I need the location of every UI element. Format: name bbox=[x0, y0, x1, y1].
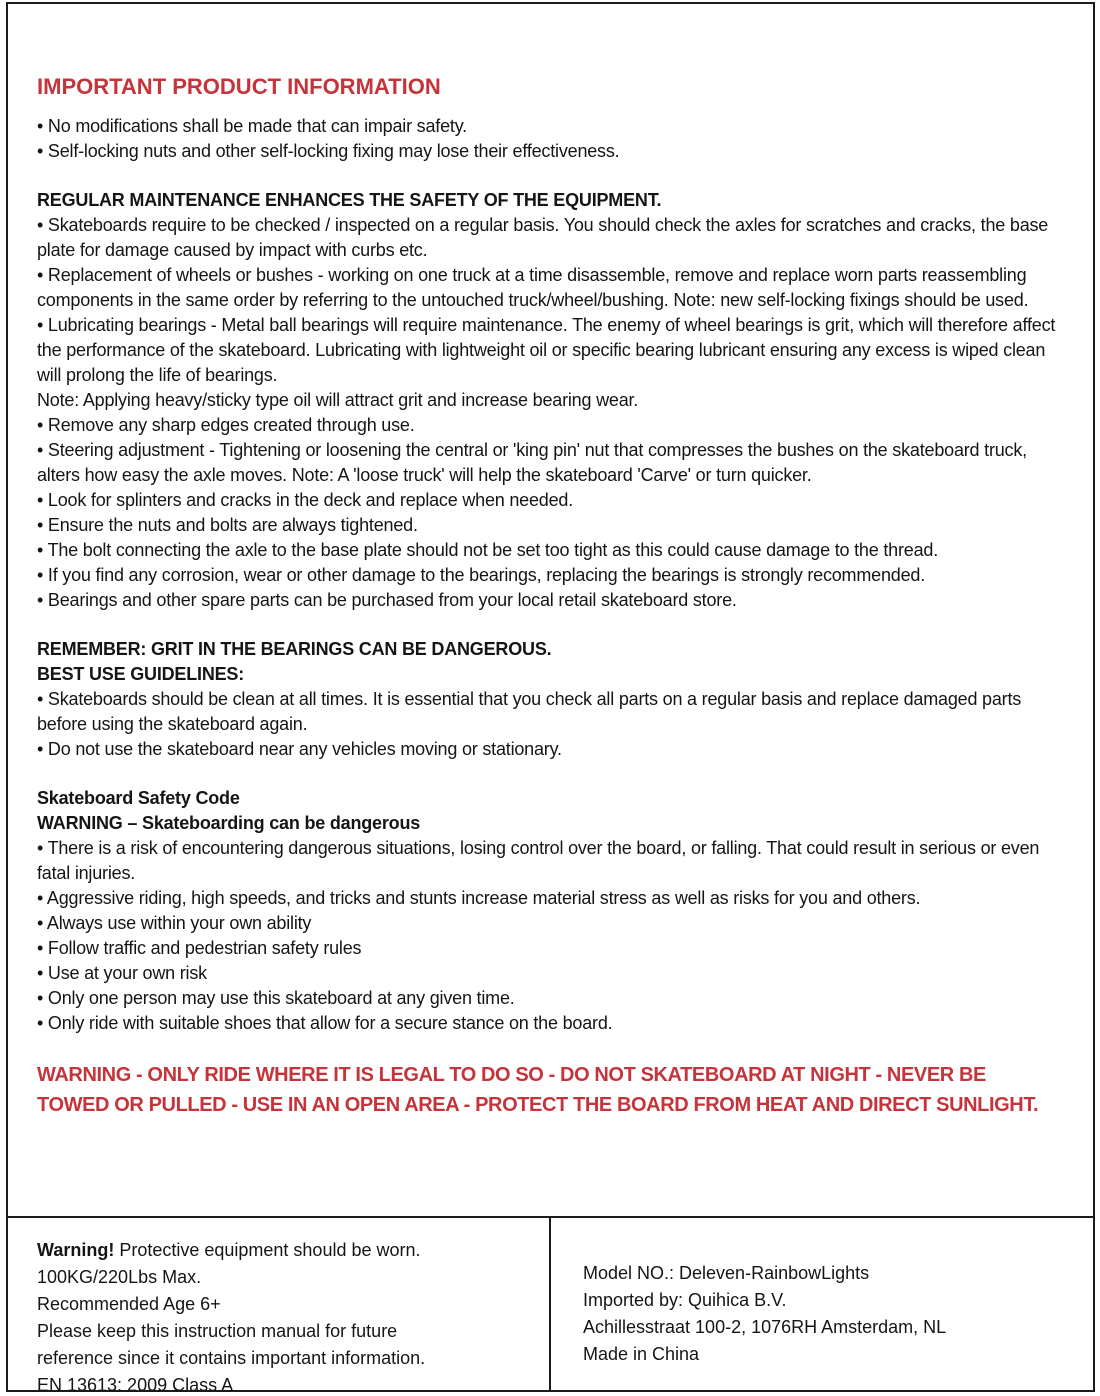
maintenance-heading: REGULAR MAINTENANCE ENHANCES THE SAFETY OF THE EQUIPMENT. bbox=[37, 190, 662, 210]
bullet-line: • Only one person may use this skateboard at any given time. bbox=[37, 988, 515, 1008]
safety-code-warning-heading: WARNING – Skateboarding can be dangerous bbox=[37, 813, 421, 833]
safety-code-heading: Skateboard Safety Code bbox=[37, 788, 240, 808]
main-heading: IMPORTANT PRODUCT INFORMATION bbox=[37, 74, 441, 99]
bullet-line: • There is a risk of encountering dangerous situations, losing control over the board, or falling. That could result in serious or even fatal injuries. bbox=[37, 838, 1040, 883]
bullet-line: • The bolt connecting the axle to the base plate should not be set too tight as this could cause damage to the thread. bbox=[37, 540, 938, 560]
best-use-bullet-list bbox=[37, 687, 1063, 762]
remember-heading: REMEMBER: GRIT IN THE BEARINGS CAN BE DANGEROUS. bbox=[37, 639, 552, 659]
bullet-line: • Follow traffic and pedestrian safety rules bbox=[37, 938, 362, 958]
footer-left-lines bbox=[37, 1264, 531, 1396]
footer-model-cell bbox=[551, 1218, 1093, 1390]
footer-line: Please keep this instruction manual for future bbox=[37, 1321, 398, 1341]
bullet-line: • Do not use the skateboard near any vehicles moving or stationary. bbox=[37, 739, 562, 759]
footer-line: reference since it contains important information. bbox=[37, 1348, 426, 1368]
bullet-line: • Bearings and other spare parts can be purchased from your local retail skateboard store. bbox=[37, 590, 737, 610]
footer-line: Made in China bbox=[583, 1344, 700, 1364]
bullet-line: • Steering adjustment - Tightening or loosening the central or 'king pin' nut that compresses the bushes on the skateboard truck, alters how easy the axle moves. Note: A 'loose truck' will help the skateboard 'Carve' or turn quicker. bbox=[37, 440, 1027, 485]
footer-line: EN 13613: 2009 Class A bbox=[37, 1375, 234, 1395]
safety-code-bullet-list bbox=[37, 836, 1063, 1036]
footer-warning-cell bbox=[8, 1218, 551, 1395]
page-border bbox=[6, 2, 1095, 1395]
bullet-line: • Only ride with suitable shoes that allow for a secure stance on the board. bbox=[37, 1013, 613, 1033]
bullet-line: • Skateboards should be clean at all times. It is essential that you check all parts on a regular basis and replace damaged parts before using the skateboard again. bbox=[37, 689, 1022, 734]
bullet-line: • Skateboards require to be checked / inspected on a regular basis. You should check the axles for scratches and cracks, the base plate for damage caused by impact with curbs etc. bbox=[37, 215, 1049, 260]
bullet-line: • Use at your own risk bbox=[37, 963, 207, 983]
footer-warning-text: Protective equipment should be worn. bbox=[114, 1240, 421, 1260]
maintenance-bullet-list bbox=[37, 213, 1063, 613]
bullet-line: • Lubricating bearings - Metal ball bearings will require maintenance. The enemy of wheel bearings is grit, which will therefore affect the performance of the skateboard. Lubricating with lightweight oil or specific bearing lubricant ensuring any excess is wiped clean will prolong the life of bearings. bbox=[37, 315, 1056, 385]
bullet-line: • If you find any corrosion, wear or other damage to the bearings, replacing the bearings is strongly recommended. bbox=[37, 565, 925, 585]
intro-bullet-list bbox=[37, 114, 1063, 164]
safety-code-section bbox=[37, 786, 1063, 1036]
bullet-line: • Remove any sharp edges created through use. bbox=[37, 415, 415, 435]
footer-line: Achillesstraat 100-2, 1076RH Amsterdam, NL bbox=[583, 1317, 947, 1337]
bullet-line: • Always use within your own ability bbox=[37, 913, 312, 933]
bullet-line: Note: Applying heavy/sticky type oil will attract grit and increase bearing wear. bbox=[37, 390, 639, 410]
bullet-line: • No modifications shall be made that can impair safety. bbox=[37, 116, 467, 136]
footer-warning-label: Warning! bbox=[37, 1240, 115, 1260]
bullet-line: • Replacement of wheels or bushes - working on one truck at a time disassemble, remove and replace worn parts reassembling components in the same order by referring to the untouched truck/wheel/bushing. Note: new self-locking fixings should be used. bbox=[37, 265, 1029, 310]
best-use-guidelines-heading: BEST USE GUIDELINES: bbox=[37, 664, 245, 684]
footer-line: Model NO.: Deleven-RainbowLights bbox=[583, 1263, 870, 1283]
remember-section bbox=[37, 637, 1063, 762]
bullet-line: • Aggressive riding, high speeds, and tricks and stunts increase material stress as well as risks for you and others. bbox=[37, 888, 921, 908]
legal-warning-text: WARNING - ONLY RIDE WHERE IT IS LEGAL TO DO SO - DO NOT SKATEBOARD AT NIGHT - NEVER BE TOWED OR PULLED - USE IN AN OPEN AREA - PROTECT THE BOARD FROM HEAT AND DIRECT SUNLIGHT. bbox=[37, 1064, 1039, 1116]
footer-line: 100KG/220Lbs Max. bbox=[37, 1267, 202, 1287]
maintenance-section bbox=[37, 188, 1063, 613]
bullet-line: • Ensure the nuts and bolts are always tightened. bbox=[37, 515, 418, 535]
document-body bbox=[8, 4, 1093, 1216]
footer-right-lines bbox=[583, 1260, 1077, 1368]
bullet-line: • Self-locking nuts and other self-locking fixing may lose their effectiveness. bbox=[37, 141, 620, 161]
footer-line: Imported by: Quihica B.V. bbox=[583, 1290, 787, 1310]
footer-warning-line bbox=[37, 1237, 531, 1264]
footer-row bbox=[8, 1216, 1093, 1395]
footer-line: Recommended Age 6+ bbox=[37, 1294, 221, 1314]
bullet-line: • Look for splinters and cracks in the deck and replace when needed. bbox=[37, 490, 574, 510]
